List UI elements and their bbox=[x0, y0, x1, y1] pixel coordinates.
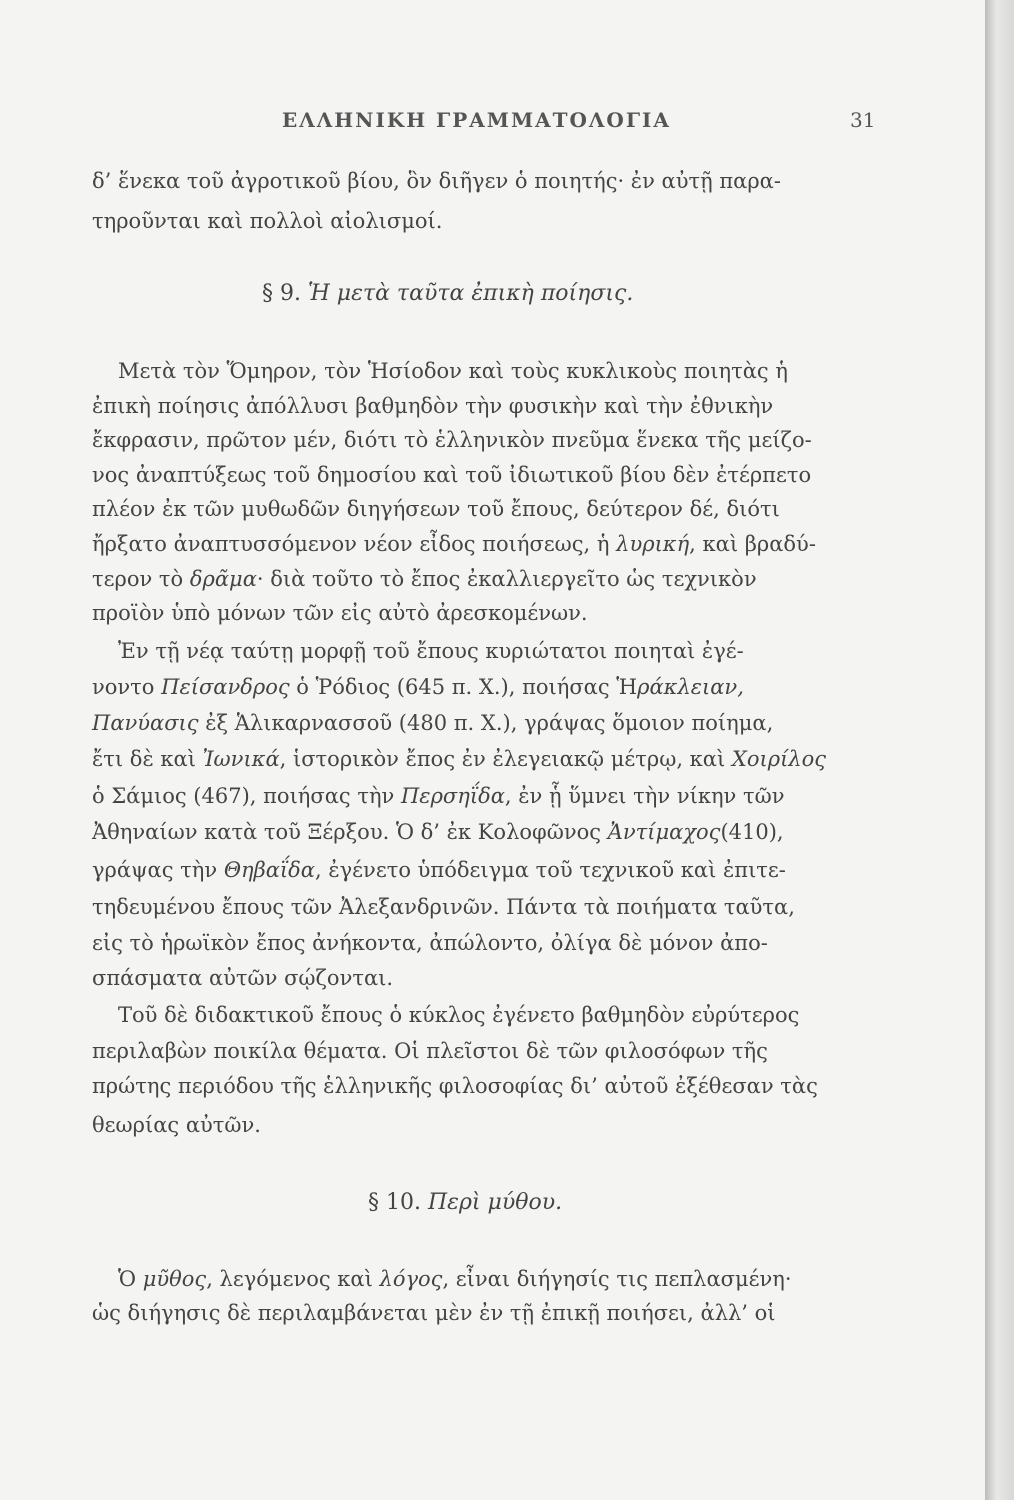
text-run: , ἐγένετο ὑπόδειγμα τοῦ τεχνικοῦ καὶ ἐπιτε- bbox=[315, 858, 786, 882]
text-line: Μετὰ τὸν Ὅμηρον, τὸν Ἡσίοδον καὶ τοὺς κυκλικοὺς ποιητὰς ἡ bbox=[118, 359, 788, 383]
emphasis: λόγος bbox=[379, 1267, 443, 1291]
text-line: Ἐν τῇ νέᾳ ταύτῃ μορφῇ τοῦ ἔπους κυριώτατοι ποιηταὶ ἐγέ- bbox=[118, 639, 744, 663]
text-line: σπάσματα αὐτῶν σῴζονται. bbox=[92, 966, 394, 990]
section-number: § 10. bbox=[368, 1190, 421, 1215]
section-number: § 9. bbox=[262, 281, 301, 306]
text-line: ἐπικὴ ποίησις ἀπόλλυσι βαθμηδὸν τὴν φυσικὴν καὶ τὴν ἐθνικὴν bbox=[92, 394, 774, 418]
page-number: 31 bbox=[850, 108, 876, 132]
text-run: ἔτι δὲ καὶ bbox=[92, 747, 203, 771]
text-run: , ἐν ᾗ ὕμνει τὴν νίκην τῶν bbox=[504, 784, 785, 808]
section-title: Περὶ μύθου. bbox=[427, 1190, 563, 1215]
text-line: ὡς διήγησις δὲ περιλαμβάνεται μὲν ἐν τῇ ἐπικῇ ποιήσει, ἀλλ’ οἱ bbox=[92, 1301, 776, 1325]
text-run: , ἱστορικὸν ἔπος ἐν ἐλεγειακῷ μέτρῳ, καὶ bbox=[279, 747, 732, 771]
text-line: νος ἀναπτύξεως τοῦ δημοσίου καὶ τοῦ ἰδιωτικοῦ βίου δὲν ἐτέρπετο bbox=[92, 463, 812, 487]
section-heading-9 bbox=[262, 281, 633, 306]
text-line bbox=[92, 817, 784, 847]
text-run: γράψας τὴν bbox=[92, 858, 224, 882]
text-run: , καὶ βραδύ- bbox=[689, 532, 816, 556]
text-line: δ’ ἕνεκα τοῦ ἀγροτικοῦ βίου, ὃν διῆγεν ὁ ποιητής· ἐν αὐτῇ παρα- bbox=[92, 169, 781, 193]
text-line bbox=[92, 708, 773, 738]
text-run: τερον τὸ bbox=[92, 567, 190, 591]
text-line: τηδευμένου ἔπους τῶν Ἀλεξανδρινῶν. Πάντα τὰ ποιήματα ταῦτα, bbox=[92, 895, 795, 919]
text-run: νοντο bbox=[92, 675, 162, 699]
text-run: ἐξ Ἁλικαρνασσοῦ (480 π. Χ.), γράψας ὅμοιον ποίημα, bbox=[198, 711, 774, 735]
emphasis: μῦθος bbox=[142, 1267, 207, 1291]
emphasis: Χοιρίλος bbox=[731, 747, 827, 771]
book-edge bbox=[985, 0, 1014, 1500]
text-line: πλέον ἐκ τῶν μυθωδῶν διηγήσεων τοῦ ἔπους, δεύτερον δέ, διότι bbox=[92, 497, 780, 521]
text-line: Τοῦ δὲ διδακτικοῦ ἔπους ὁ κύκλος ἐγένετο βαθμηδὸν εὐρύτερος bbox=[118, 1003, 800, 1027]
text-run: , εἶναι διήγησίς τις πεπλασμένη· bbox=[442, 1267, 792, 1291]
text-line: τηροῦνται καὶ πολλοὶ αἰολισμοί. bbox=[92, 209, 443, 233]
emphasis: λυρική bbox=[616, 532, 690, 556]
text-line bbox=[92, 855, 786, 885]
text-run: ἤρξατο ἀναπτυσσόμενον νέον εἶδος ποιήσεως, ἡ bbox=[92, 532, 617, 556]
emphasis: Θηβαΐδα bbox=[223, 858, 315, 882]
text-line bbox=[118, 1264, 792, 1294]
text-line: προϊὸν ὑπὸ μόνων τῶν εἰς αὐτὸ ἀρεσκομένων. bbox=[92, 601, 588, 625]
running-title: ΕΛΛΗΝΙΚΗ ΓΡΑΜΜΑΤΟΛΟΓΙΑ bbox=[282, 108, 671, 132]
text-run: · διὰ τοῦτο τὸ ἔπος ἐκαλλιεργεῖτο ὡς τεχνικὸν bbox=[256, 567, 757, 591]
emphasis: ράκλειαν, bbox=[637, 675, 744, 699]
emphasis: Πείσανδρος bbox=[161, 675, 290, 699]
section-heading-10 bbox=[368, 1190, 562, 1215]
text-run: (410), bbox=[720, 820, 784, 844]
emphasis: Πανύασις bbox=[92, 711, 199, 735]
text-run: , λεγόμενος καὶ bbox=[206, 1267, 380, 1291]
text-line: πρώτης περιόδου τῆς ἑλληνικῆς φιλοσοφίας δι’ αὐτοῦ ἐξέθεσαν τὰς bbox=[92, 1074, 818, 1098]
text-line: ἔκφρασιν, πρῶτον μέν, διότι τὸ ἑλληνικὸν πνεῦμα ἕνεκα τῆς μείζο- bbox=[92, 428, 812, 452]
text-run: Ὁ bbox=[118, 1267, 143, 1291]
text-run: Ἀθηναίων κατὰ τοῦ Ξέρξου. Ὁ δ’ ἐκ Κολοφῶνος bbox=[92, 820, 608, 844]
text-run: ὁ Ῥόδιος (645 π. Χ.), ποιήσας Ἡ bbox=[289, 675, 638, 699]
emphasis: Περσηΐδα bbox=[400, 784, 505, 808]
section-title: Ἡ μετὰ ταῦτα ἐπικὴ ποίησις. bbox=[307, 281, 634, 306]
text-line bbox=[92, 564, 757, 594]
text-line bbox=[92, 781, 784, 811]
emphasis: Ἰωνικά bbox=[202, 747, 280, 771]
emphasis: δρᾶμα bbox=[189, 567, 257, 591]
text-line: εἰς τὸ ἡρωϊκὸν ἔπος ἀνήκοντα, ἀπώλοντο, ὀλίγα δὲ μόνον ἀπο- bbox=[92, 931, 768, 955]
text-line bbox=[92, 529, 816, 559]
text-line: περιλαβὼν ποικίλα θέματα. Οἱ πλεῖστοι δὲ τῶν φιλοσόφων τῆς bbox=[92, 1039, 768, 1063]
text-line: θεωρίας αὐτῶν. bbox=[92, 1113, 261, 1137]
text-line bbox=[92, 672, 744, 702]
emphasis: Ἀντίμαχος bbox=[607, 820, 721, 844]
running-head bbox=[0, 108, 985, 138]
text-run: ὁ Σάμιος (467), ποιήσας τὴν bbox=[92, 784, 401, 808]
text-line bbox=[92, 744, 826, 774]
